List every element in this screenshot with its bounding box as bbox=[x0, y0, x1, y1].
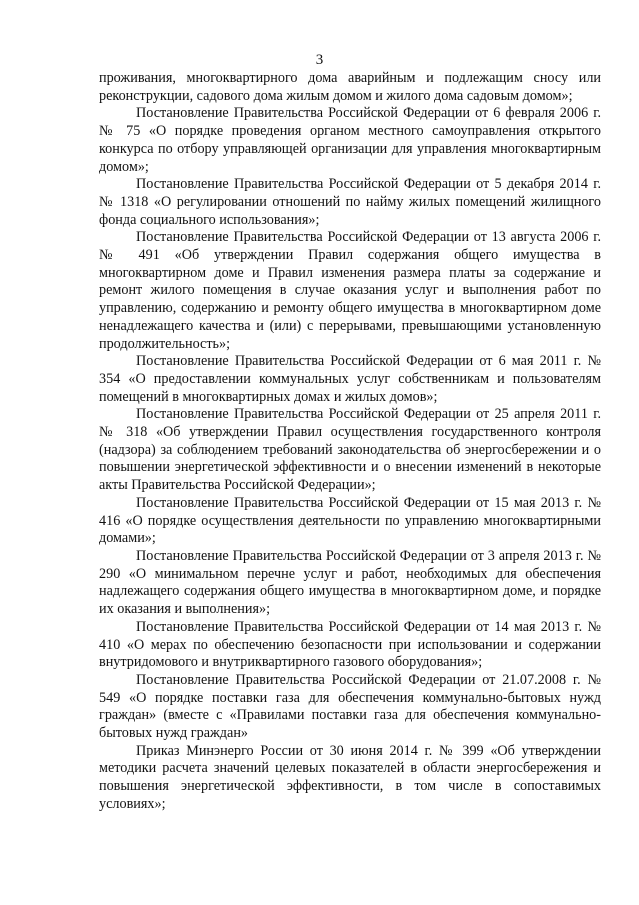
paragraph-decree-290: Постановление Правительства Российской Федерации от 3 апреля 2013 г. № 290 «О минимальном перечне услуг и работ, необходимых для обеспечения надлежащего содержания общего имущества в многоквартирном доме, и порядке их оказания и выполнения»; bbox=[99, 547, 601, 618]
paragraph-order-399: Приказ Минэнерго России от 30 июня 2014 г. № 399 «Об утверждении методики расчета значений целевых показателей в области энергосбережения и повышения энергетической эффективности, в том числе в сопоставимых условиях»; bbox=[99, 742, 601, 812]
paragraph-decree-410: Постановление Правительства Российской Федерации от 14 мая 2013 г. № 410 «О мерах по обеспечению безопасности при использовании и содержании внутридомового и внутриквартирного газового оборудования»; bbox=[99, 618, 601, 671]
document-body bbox=[99, 70, 601, 814]
paragraph-decree-416: Постановление Правительства Российской Федерации от 15 мая 2013 г. № 416 «О порядке осуществления деятельности по управлению многоквартирными домами»; bbox=[99, 494, 601, 547]
page-number: 3 bbox=[315, 52, 324, 68]
paragraph-decree-1318: Постановление Правительства Российской Федерации от 5 декабря 2014 г. № 1318 «О регулировании отношений по найму жилых помещений жилищного фонда социального использования»; bbox=[99, 176, 601, 228]
paragraph-decree-491: Постановление Правительства Российской Федерации от 13 августа 2006 г. № 491 «Об утверждении Правил содержания общего имущества в многоквартирном доме и Правил изменения размера платы за содержание и ремонт жилого помещения в случае оказания услуг и выполнения работ по управлению, содержанию и ремонту общего имущества в многоквартирном доме ненадлежащего качества и (или) с перерывами, превышающими установленную продолжительность»; bbox=[99, 229, 601, 352]
paragraph-decree-354: Постановление Правительства Российской Федерации от 6 мая 2011 г. № 354 «О предоставлении коммунальных услуг собственникам и пользователям помещений в многоквартирных домах и жилых домов»; bbox=[99, 353, 601, 405]
paragraph-decree-318: Постановление Правительства Российской Федерации от 25 апреля 2011 г. № 318 «Об утверждении Правил осуществления государственного контроля (надзора) за соблюдением требований законодательства об энергосбережении и о повышении энергетической эффективности и о внесении изменений в некоторые акты Правительства Российской Федерации»; bbox=[99, 406, 601, 494]
paragraph-continuation: проживания, многоквартирного дома аварийным и подлежащим сносу или реконструкции, садового дома жилым домом и жилого дома садовым домом»; bbox=[99, 70, 601, 104]
paragraph-decree-549: Постановление Правительства Российской Федерации от 21.07.2008 г. № 549 «О порядке поставки газа для обеспечения коммунально-бытовых нужд граждан» (вместе с «Правилами поставки газа для обеспечения коммунально-бытовых нужд граждан» bbox=[99, 671, 601, 742]
paragraph-decree-75: Постановление Правительства Российской Федерации от 6 февраля 2006 г. № 75 «О порядке проведения органом местного самоуправления открытого конкурса по отбору управляющей организации для управления многоквартирным домом»; bbox=[99, 105, 601, 175]
